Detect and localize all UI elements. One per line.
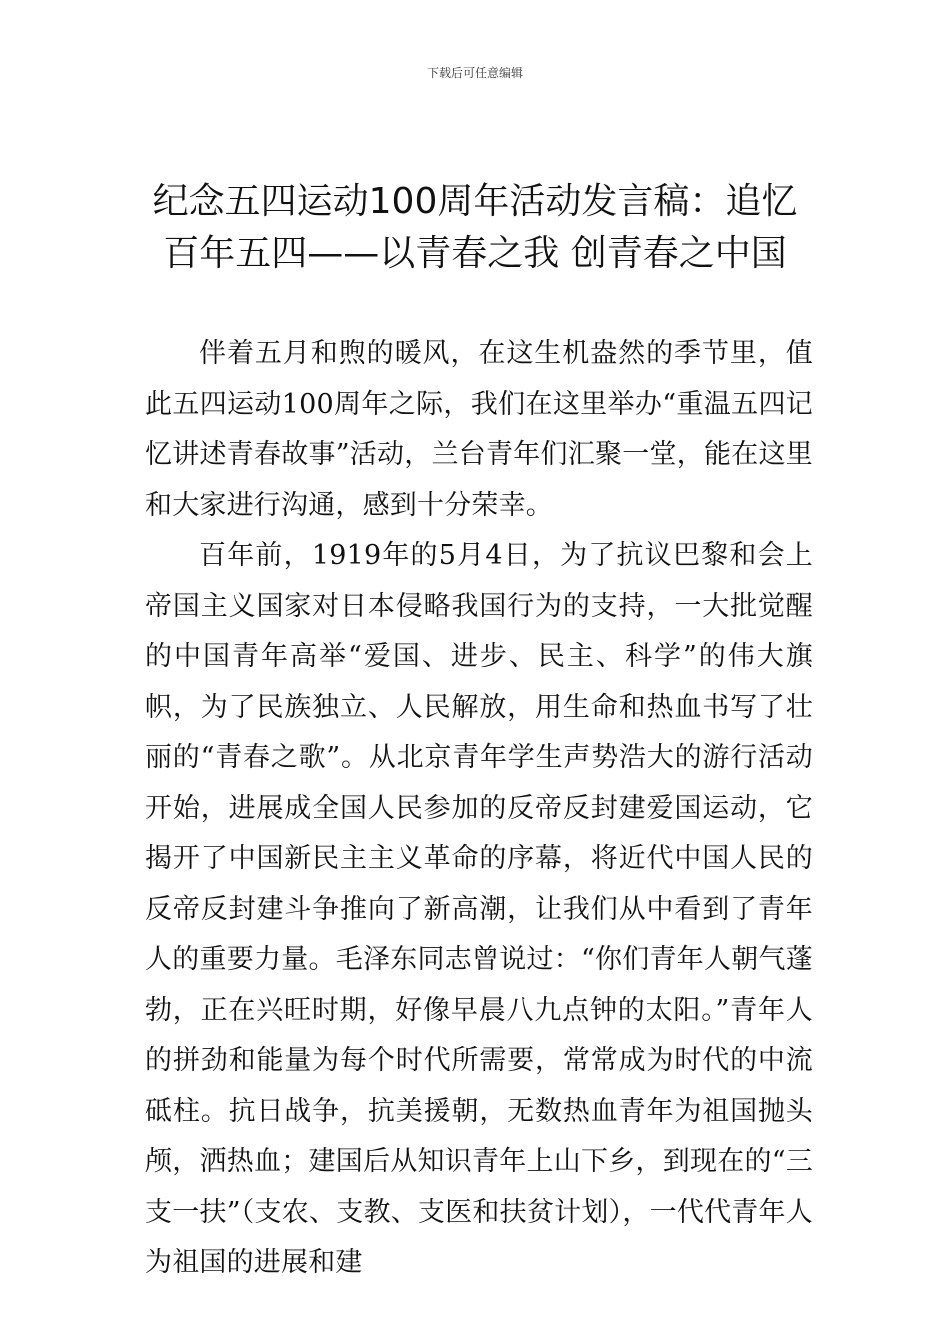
paragraph-1: 伴着五月和煦的暖风，在这生机盎然的季节里，值此五四运动100周年之际，我们在这里举办“重温五四记忆讲述青春故事”活动，兰台青年们汇聚一堂，能在这里和大家进行沟通，感到十分荣幸。 [145, 338, 813, 521]
title-line-2: 百年五四——以青春之我 创青春之中国 [163, 233, 787, 274]
document-body [145, 329, 813, 1289]
document-title [130, 176, 820, 280]
title-line-1: 纪念五四运动100周年活动发言稿：追忆 [152, 181, 798, 222]
paragraph-2: 百年前，1919年的5月4日，为了抗议巴黎和会上帝国主义国家对日本侵略我国行为的支持，一大批觉醒的中国青年高举“爱国、进步、民主、科学”的伟大旗帜，为了民族独立、人民解放，用生命和热血书写了壮丽的“青春之歌”。从北京青年学生声势浩大的游行活动开始，进展成全国人民参加的反帝反封建爱国运动，它揭开了中国新民主主义革命的序幕，将近代中国人民的反帝反封建斗争推向了新高潮，让我们从中看到了青年人的重要力量。毛泽东同志曾说过：“你们青年人朝气蓬勃，正在兴旺时期，好像早晨八九点钟的太阳。”青年人的拼劲和能量为每个时代所需要，常常成为时代的中流砥柱。抗日战争，抗美援朝，无数热血青年为祖国抛头颅，洒热血；建国后从知识青年上山下乡，到现在的“三支一扶”（支农、支教、支医和扶贫计划），一代代青年人为祖国的进展和建 [145, 540, 813, 1278]
header-note: 下载后可任意编辑 [426, 66, 523, 80]
